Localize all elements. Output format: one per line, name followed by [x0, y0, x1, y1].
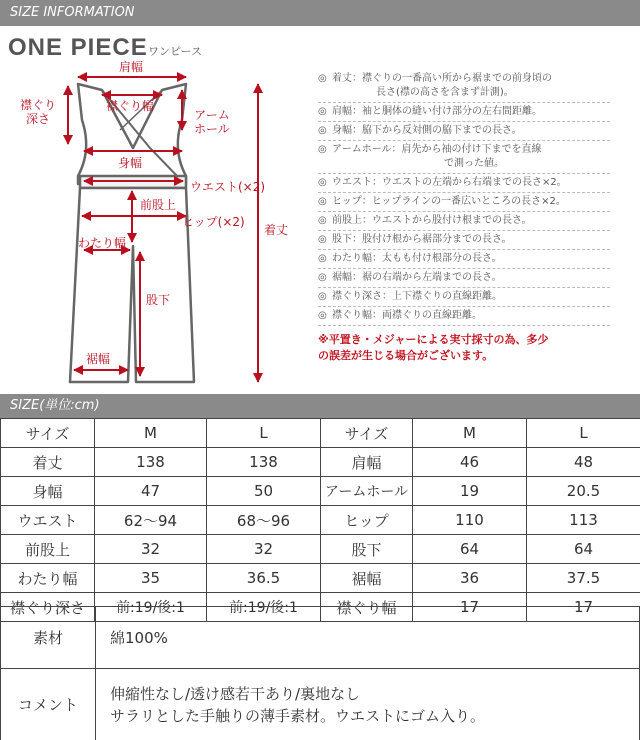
note-item	[318, 307, 610, 326]
note-term: ウエスト	[332, 177, 372, 188]
note-bullet-icon: ◎	[318, 125, 327, 136]
note-term: アームホール	[332, 144, 392, 155]
note-term: 肩幅	[332, 106, 352, 117]
note-item	[318, 269, 610, 288]
table-cell: サイズ	[321, 419, 413, 448]
note-item	[318, 70, 610, 103]
note-separator: ：	[391, 144, 402, 155]
label-thigh: わたり幅	[78, 236, 127, 250]
comment-line-2: サラリとした手触りの薄手素材。ウエストにゴム入り。	[110, 706, 486, 725]
note-desc: 両襟ぐりの直線距離。	[382, 310, 482, 321]
note-bullet-icon: ◎	[318, 106, 327, 117]
note-bullet-icon: ◎	[318, 73, 327, 84]
label-waist: ウエスト(×2)	[190, 180, 266, 194]
note-item	[318, 122, 610, 141]
note-item	[318, 250, 610, 269]
table-cell: 37.5	[527, 564, 640, 593]
measurement-notes	[318, 70, 610, 364]
note-item	[318, 193, 610, 212]
table-cell: 前:19/後:1	[95, 593, 207, 622]
note-item	[318, 231, 610, 250]
table-cell: 62〜94	[95, 506, 207, 535]
label-body-width: 身幅	[118, 156, 143, 170]
note-desc-cont: で測った値。	[444, 158, 504, 169]
table-cell: 股下	[321, 535, 413, 564]
table-cell: 64	[413, 535, 527, 564]
note-bullet-icon: ◎	[318, 215, 327, 226]
note-separator: ：	[352, 234, 362, 245]
table-cell: 襟ぐり幅	[321, 593, 413, 622]
note-item	[318, 174, 610, 193]
table-cell: 前:19/後:1	[207, 593, 321, 622]
note-term: 股下	[332, 234, 352, 245]
product-title: ONE PIECE	[8, 34, 148, 61]
note-separator: ：	[352, 125, 362, 136]
table-cell: わたり幅	[1, 564, 95, 593]
label-rise: 前股上	[140, 198, 177, 212]
note-bullet-icon: ◎	[318, 272, 327, 283]
note-term: 襟ぐり幅	[332, 310, 372, 321]
table-cell: 17	[527, 593, 640, 622]
table-cell: アームホール	[321, 477, 413, 506]
table-cell: 着丈	[1, 448, 95, 477]
note-term: ヒップ	[332, 196, 362, 207]
note-desc: 袖と胴体の縫い付け部分の左右間距離。	[362, 106, 542, 117]
note-separator: ：	[382, 291, 392, 302]
note-bullet-icon: ◎	[318, 253, 327, 264]
note-bullet-icon: ◎	[318, 310, 327, 321]
note-desc: 股付け根から裾部分までの長さ。	[362, 234, 512, 245]
table-cell: 20.5	[527, 477, 640, 506]
table-cell: 32	[207, 535, 321, 564]
table-cell: 35	[95, 564, 207, 593]
note-desc: 裾の右端から左端までの長さ。	[362, 272, 502, 283]
note-separator: ：	[352, 106, 362, 117]
table-cell: 19	[413, 477, 527, 506]
table-cell: 前股上	[1, 535, 95, 564]
note-term: 襟ぐり深さ	[332, 291, 382, 302]
label-inseam: 股下	[146, 293, 171, 307]
note-item	[318, 103, 610, 122]
table-cell: 64	[527, 535, 640, 564]
table-cell: 50	[207, 477, 321, 506]
table-cell: 138	[95, 448, 207, 477]
table-cell: 48	[527, 448, 640, 477]
label-hip: ヒップ(×2)	[182, 215, 245, 229]
note-desc: 太もも付け根部分の長さ。	[382, 253, 502, 264]
label-armhole: アーム ホール	[194, 108, 230, 136]
note-separator: ：	[352, 73, 362, 84]
table-cell: 138	[207, 448, 321, 477]
comment-value	[96, 669, 640, 740]
table-cell: L	[207, 419, 321, 448]
note-desc-cont: 長さ(襟の高さを含まず計測)。	[376, 87, 514, 98]
note-item	[318, 141, 610, 174]
table-cell: M	[413, 419, 527, 448]
note-term: わたり幅	[332, 253, 372, 264]
note-separator: ：	[352, 272, 362, 283]
table-cell: 17	[413, 593, 527, 622]
table-row	[1, 506, 640, 535]
measurement-warning	[318, 332, 610, 364]
table-cell: 110	[413, 506, 527, 535]
table-row	[1, 564, 640, 593]
note-separator: ：	[361, 196, 372, 207]
table-cell: サイズ	[1, 419, 95, 448]
size-table	[0, 418, 640, 622]
comment-line-1: 伸縮性なし/透け感若干あり/裏地なし	[110, 684, 361, 703]
table-cell: 47	[95, 477, 207, 506]
product-subtitle: ワンピース	[148, 45, 203, 58]
info-table	[0, 606, 640, 740]
table-cell: M	[95, 419, 207, 448]
comment-label: コメント	[1, 669, 96, 740]
note-desc: ウエストから股付け根までの長さ。	[372, 215, 532, 226]
table-cell: L	[527, 419, 640, 448]
table-cell: 46	[413, 448, 527, 477]
note-separator: ：	[362, 215, 372, 226]
size-unit-bar: SIZE(単位:cm)	[0, 394, 640, 418]
note-desc: 上下襟ぐりの直線距離。	[392, 291, 502, 302]
label-shoulder: 肩幅	[119, 60, 144, 74]
note-term: 身幅	[332, 125, 352, 136]
note-bullet-icon: ◎	[318, 177, 327, 188]
note-desc: ヒップラインの一番広いところの長さ×2。	[371, 196, 566, 207]
note-bullet-icon: ◎	[318, 144, 327, 155]
label-neck-width: 襟ぐり幅	[106, 99, 155, 113]
material-label: 素材	[1, 607, 96, 669]
note-desc: 脇下から反対側の脇下までの長さ。	[362, 125, 522, 136]
table-cell: 身幅	[1, 477, 95, 506]
note-separator: ：	[372, 253, 382, 264]
table-cell: 68〜96	[207, 506, 321, 535]
label-length: 着丈	[264, 223, 289, 237]
size-information-bar: SIZE INFORMATION	[0, 0, 640, 26]
note-bullet-icon: ◎	[318, 291, 327, 302]
table-row	[1, 448, 640, 477]
note-desc: ウエストの左端から右端までの長さ×2。	[382, 177, 567, 188]
note-term: 裾幅	[332, 272, 352, 283]
table-row	[1, 535, 640, 564]
table-row	[1, 477, 640, 506]
table-cell: 裾幅	[321, 564, 413, 593]
material-value: 綿100%	[96, 607, 640, 669]
table-cell: 襟ぐり深さ	[1, 593, 95, 622]
table-cell: 肩幅	[321, 448, 413, 477]
table-cell: 113	[527, 506, 640, 535]
note-item	[318, 288, 610, 307]
warning-line-1: ※平置き・メジャーによる実寸採寸の為、多少	[318, 333, 549, 346]
garment-diagram	[0, 60, 300, 390]
table-cell: 36.5	[207, 564, 321, 593]
note-desc: 肩先から袖の付け下までを直線	[401, 144, 542, 155]
table-cell: 32	[95, 535, 207, 564]
note-term: 着丈	[332, 73, 352, 84]
table-cell: 36	[413, 564, 527, 593]
note-bullet-icon: ◎	[318, 196, 327, 207]
table-cell: ヒップ	[321, 506, 413, 535]
note-bullet-icon: ◎	[318, 234, 327, 245]
table-cell: ウエスト	[1, 506, 95, 535]
label-hem: 裾幅	[86, 352, 111, 366]
label-neck-depth: 襟ぐり 深さ	[20, 98, 57, 126]
note-term: 前股上	[332, 215, 362, 226]
warning-line-2: の誤差が生じる場合がございます。	[318, 349, 494, 362]
table-row	[1, 419, 640, 448]
note-item	[318, 212, 610, 231]
note-desc: 襟ぐりの一番高い所から裾までの前身頃の	[362, 73, 552, 84]
note-separator: ：	[372, 177, 382, 188]
note-separator: ：	[372, 310, 382, 321]
